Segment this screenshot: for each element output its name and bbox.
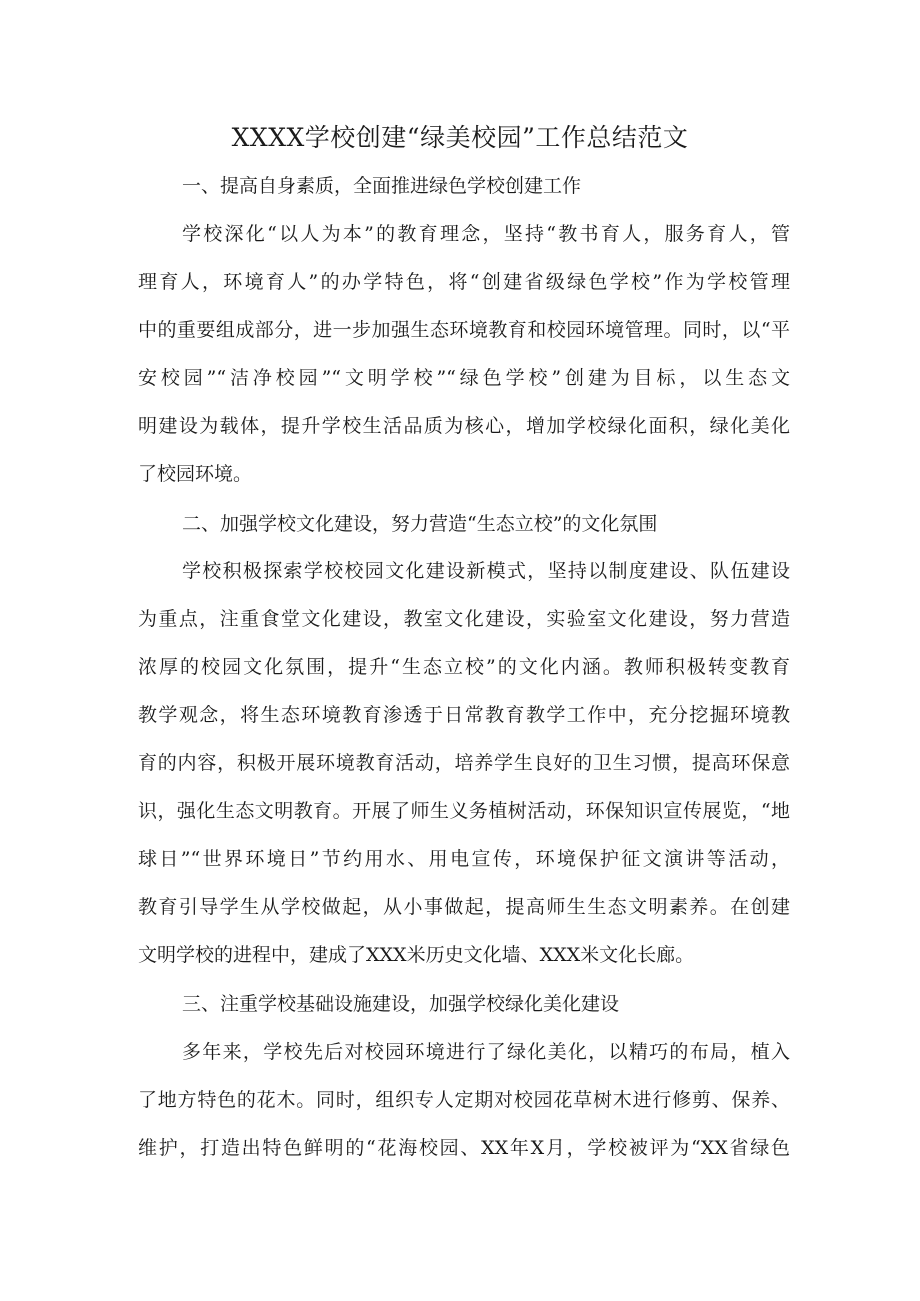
paragraph-line: 了校园环境。: [138, 463, 253, 485]
paragraph-line: 多年来，学校先后对校园环境进行了绿化美化，以精巧的布局，植入: [182, 1041, 790, 1063]
paragraph-line: 明建设为载体，提升学校生活品质为核心，增加学校绿化面积，绿化美化: [138, 415, 790, 437]
paragraph-line: 了地方特色的花木。同时，组织专人定期对校园花草树木进行修剪、保养、: [138, 1089, 790, 1111]
section-heading-1: 一、提高自身素质，全面推进绿色学校创建工作: [182, 175, 582, 197]
paragraph-line: 安校园”“洁净校园”“文明学校”“绿色学校”创建为目标，以生态文: [138, 367, 790, 389]
paragraph-line: 理育人，环境育人”的办学特色，将“创建省级绿色学校”作为学校管理: [138, 271, 790, 293]
document-title: XXXX学校创建“绿美校园”工作总结范文: [231, 123, 689, 152]
paragraph-line: 维护，打造出特色鲜明的“花海校园、XX年X月，学校被评为“XX省绿色: [138, 1137, 790, 1159]
paragraph-line: 中的重要组成部分，进一步加强生态环境教育和校园环境管理。同时，以“平: [138, 319, 790, 341]
section-heading-3: 三、注重学校基础设施建设，加强学校绿化美化建设: [182, 993, 620, 1015]
paragraph-line: 育的内容，积极开展环境教育活动，培养学生良好的卫生习惯，提高环保意: [138, 752, 790, 774]
paragraph-line: 学校深化“以人为本”的教育理念，坚持“教书育人，服务育人，管: [182, 223, 790, 245]
paragraph-line: 教学观念，将生态环境教育渗透于日常教育教学工作中，充分挖掘环境教: [138, 704, 790, 726]
paragraph-line: 球日”“世界环境日”节约用水、用电宣传，环境保护征文演讲等活动，: [138, 848, 790, 870]
paragraph-line: 浓厚的校园文化氛围，提升“生态立校”的文化内涵。教师积极转变教育: [138, 656, 790, 678]
paragraph-line: 学校积极探索学校校园文化建设新模式，坚持以制度建设、队伍建设: [182, 560, 790, 582]
paragraph-line: 识，强化生态文明教育。开展了师生义务植树活动，环保知识宣传展览，“地: [138, 800, 790, 822]
paragraph-line: 教育引导学生从学校做起，从小事做起，提高师生生态文明素养。在创建: [138, 896, 790, 918]
paragraph-line: 为重点，注重食堂文化建设，教室文化建设，实验室文化建设，努力营造: [138, 608, 790, 630]
paragraph-line: 文明学校的进程中，建成了XXX米历史文化墙、XXX米文化长廊。: [138, 944, 695, 966]
section-heading-2: 二、加强学校文化建设，努力营造“生态立校”的文化氛围: [182, 513, 658, 535]
